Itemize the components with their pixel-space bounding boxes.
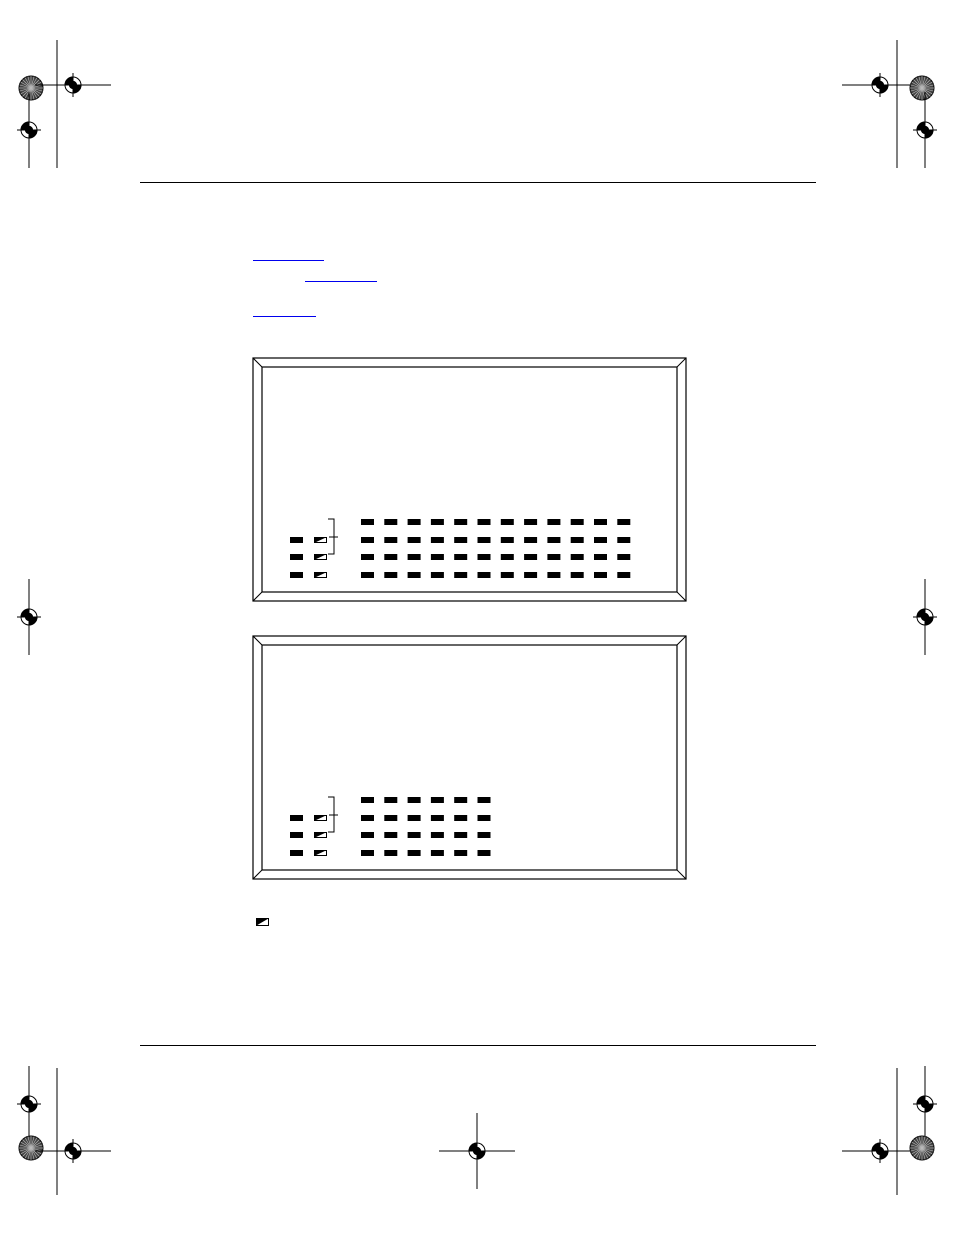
port-led [571, 572, 584, 578]
register-mark-right-upper [913, 92, 937, 168]
port-led [617, 572, 630, 578]
port-led [431, 850, 444, 856]
port-led [384, 554, 397, 560]
starburst-mark-bottom-left [19, 1136, 43, 1160]
port-led [501, 572, 514, 578]
port-led [524, 537, 537, 543]
register-mark-top-left [35, 73, 111, 97]
port-led [361, 572, 374, 578]
register-mark-right-middle [913, 579, 937, 655]
port-led [454, 815, 467, 821]
starburst-mark-top-right [910, 76, 934, 100]
bicolor-led [314, 815, 327, 821]
port-led [478, 554, 491, 560]
port-led [617, 519, 630, 525]
port-led [431, 832, 444, 838]
bicolor-led [314, 554, 327, 560]
port-led [361, 797, 374, 803]
bicolor-led [314, 572, 327, 578]
port-led [384, 797, 397, 803]
port-led [547, 519, 560, 525]
port-led [361, 537, 374, 543]
register-mark-bottom-left [35, 1139, 111, 1163]
header-rule [140, 182, 816, 183]
port-led [431, 572, 444, 578]
port-led [454, 537, 467, 543]
port-led [594, 537, 607, 543]
port-led [384, 850, 397, 856]
port-led [478, 832, 491, 838]
starburst-mark-bottom-right [910, 1136, 934, 1160]
link-3[interactable] [253, 316, 316, 317]
status-led [290, 554, 303, 560]
starburst-mark-top-left [19, 76, 43, 100]
status-led [290, 815, 303, 821]
port-led [361, 850, 374, 856]
status-led [290, 850, 303, 856]
port-led [547, 537, 560, 543]
port-led [454, 797, 467, 803]
port-led [501, 519, 514, 525]
register-mark-bottom-center [439, 1113, 515, 1189]
port-led [361, 554, 374, 560]
port-led [384, 832, 397, 838]
bicolor-led-icon [256, 918, 270, 927]
port-led [547, 572, 560, 578]
port-led [478, 519, 491, 525]
port-led [408, 797, 421, 803]
port-led [617, 537, 630, 543]
bicolor-led [314, 537, 327, 543]
port-led [361, 519, 374, 525]
port-led [384, 537, 397, 543]
port-led [384, 572, 397, 578]
port-led [571, 554, 584, 560]
port-led [361, 832, 374, 838]
port-led [501, 554, 514, 560]
port-led [478, 537, 491, 543]
port-led [524, 519, 537, 525]
footer-rule [140, 1045, 816, 1046]
port-led [408, 554, 421, 560]
port-led [384, 519, 397, 525]
port-led [408, 572, 421, 578]
panel-6-port [252, 635, 688, 881]
port-led [408, 832, 421, 838]
port-led [571, 519, 584, 525]
port-led [524, 554, 537, 560]
register-mark-top-right [842, 73, 918, 97]
port-led [431, 554, 444, 560]
port-led [478, 815, 491, 821]
port-led [408, 815, 421, 821]
register-mark-bottom-right [842, 1139, 918, 1163]
bicolor-led [314, 850, 327, 856]
port-led [594, 519, 607, 525]
link-1[interactable] [253, 260, 324, 261]
status-led [290, 537, 303, 543]
port-led [594, 554, 607, 560]
port-led [454, 850, 467, 856]
port-led [478, 797, 491, 803]
panel-12-port [252, 357, 688, 603]
port-led [384, 815, 397, 821]
port-led [454, 554, 467, 560]
port-led [571, 537, 584, 543]
port-led [361, 815, 374, 821]
port-led [524, 572, 537, 578]
register-mark-right-lower [913, 1066, 937, 1142]
link-2[interactable] [305, 281, 377, 282]
port-led [501, 537, 514, 543]
port-led [547, 554, 560, 560]
status-led [290, 832, 303, 838]
port-led [454, 832, 467, 838]
port-led [408, 519, 421, 525]
port-led [478, 850, 491, 856]
port-led [431, 815, 444, 821]
port-led [454, 572, 467, 578]
register-mark-left-middle [17, 579, 41, 655]
port-led [408, 537, 421, 543]
status-led [290, 572, 303, 578]
port-led [478, 572, 491, 578]
register-mark-left-lower [17, 1066, 41, 1142]
port-led [594, 572, 607, 578]
bicolor-led [314, 832, 327, 838]
port-led [408, 850, 421, 856]
port-led [431, 519, 444, 525]
port-led [431, 797, 444, 803]
port-led [431, 537, 444, 543]
port-led [454, 519, 467, 525]
port-led [617, 554, 630, 560]
